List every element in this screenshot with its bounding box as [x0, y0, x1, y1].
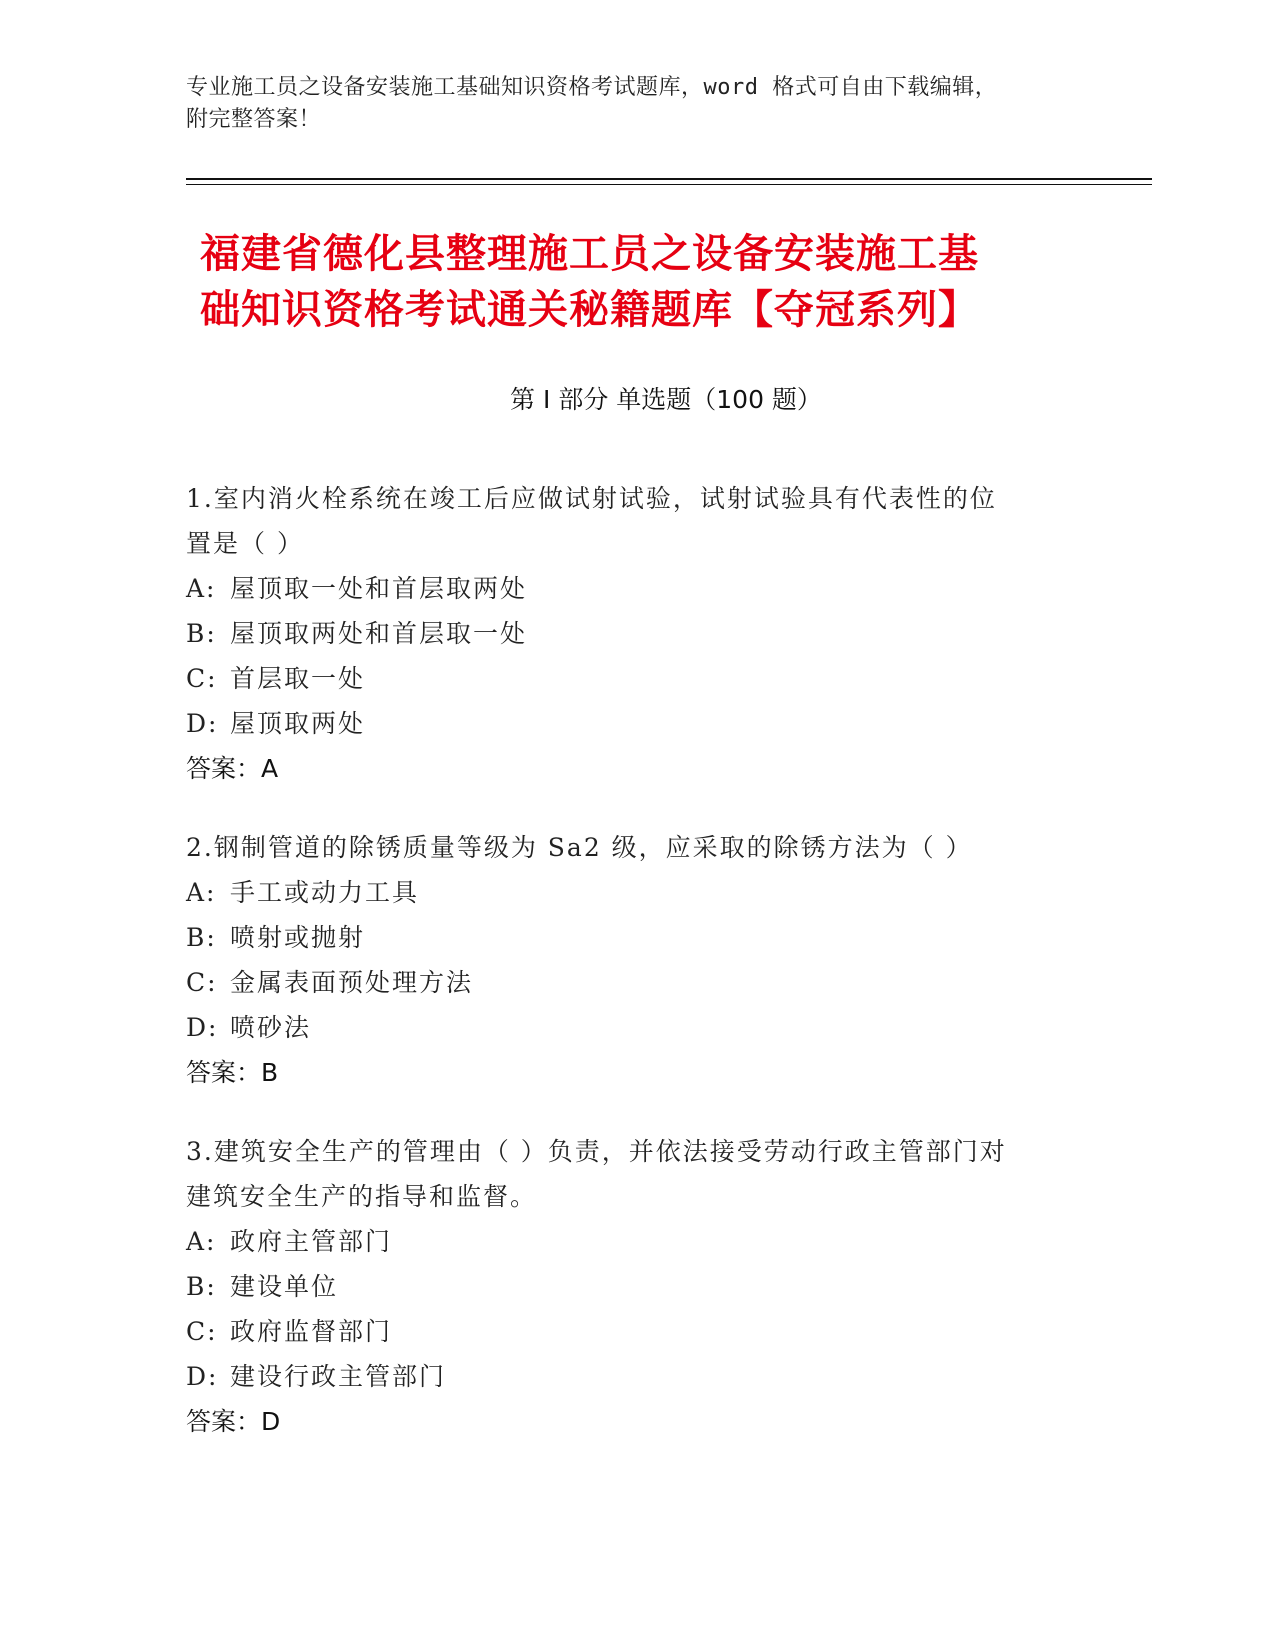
option-b: [186, 1264, 1086, 1309]
option-c: [186, 960, 1086, 1005]
answer-prefix: 答案：: [186, 1407, 262, 1436]
option-key: D:: [186, 709, 219, 738]
title-line-1: 福建省德化县整理施工员之设备安装施工基: [200, 231, 979, 277]
option-key: C:: [186, 968, 218, 997]
option-key: B:: [186, 619, 217, 648]
option-key: A:: [186, 878, 217, 907]
option-key: A:: [186, 1227, 217, 1256]
answer-value: D: [261, 1407, 281, 1436]
document-title: [200, 226, 1140, 338]
option-text: 金属表面预处理方法: [230, 968, 474, 997]
option-key: B:: [186, 923, 217, 952]
question-list: [186, 476, 1086, 1478]
intro-note: [186, 72, 1086, 136]
option-c: [186, 1309, 1086, 1354]
intro-line-1: 专业施工员之设备安装施工基础知识资格考试题库，word 格式可自由下载编辑，: [186, 75, 998, 100]
option-a: [186, 870, 1086, 915]
intro-line-2: 附完整答案！: [186, 107, 322, 132]
option-text: 屋顶取两处: [230, 709, 366, 738]
option-text: 首层取一处: [230, 664, 366, 693]
option-text: 喷射或抛射: [230, 923, 366, 952]
option-d: [186, 1005, 1086, 1050]
section-heading: 第 I 部分 单选题（100 题）: [510, 385, 822, 414]
option-b: [186, 611, 1086, 656]
option-d: [186, 701, 1086, 746]
option-b: [186, 915, 1086, 960]
question-text-line: 置是（ ）: [186, 529, 304, 558]
answer-line: [186, 1050, 1086, 1095]
option-text: 手工或动力工具: [230, 878, 420, 907]
question-2: [186, 825, 1086, 1095]
question-3: [186, 1129, 1086, 1444]
option-text: 屋顶取一处和首层取两处: [230, 574, 528, 603]
option-key: D:: [186, 1362, 219, 1391]
answer-line: [186, 746, 1086, 791]
option-a: [186, 1219, 1086, 1264]
title-line-2: 础知识资格考试通关秘籍题库【夺冠系列】: [200, 287, 979, 333]
option-text: 喷砂法: [230, 1013, 312, 1042]
question-text-line: 2.钢制管道的除锈质量等级为 Sa2 级，应采取的除锈方法为（ ）: [186, 833, 973, 862]
question-text-line: 1.室内消火栓系统在竣工后应做试射试验，试射试验具有代表性的位: [186, 484, 997, 513]
option-text: 政府主管部门: [230, 1227, 393, 1256]
option-text: 建设单位: [230, 1272, 339, 1301]
answer-prefix: 答案：: [186, 1058, 262, 1087]
option-text: 政府监督部门: [230, 1317, 393, 1346]
option-a: [186, 566, 1086, 611]
header-rule-thick: [186, 178, 1152, 180]
answer-line: [186, 1399, 1086, 1444]
answer-value: A: [261, 754, 279, 783]
option-key: C:: [186, 664, 218, 693]
answer-value: B: [261, 1058, 279, 1087]
option-key: C:: [186, 1317, 218, 1346]
option-key: B:: [186, 1272, 217, 1301]
option-key: D:: [186, 1013, 219, 1042]
option-key: A:: [186, 574, 217, 603]
option-c: [186, 656, 1086, 701]
question-text-line: 3.建筑安全生产的管理由（ ）负责，并依法接受劳动行政主管部门对: [186, 1137, 1007, 1166]
option-d: [186, 1354, 1086, 1399]
option-text: 建设行政主管部门: [230, 1362, 447, 1391]
question-text-line: 建筑安全生产的指导和监督。: [186, 1182, 538, 1211]
answer-prefix: 答案：: [186, 754, 262, 783]
option-text: 屋顶取两处和首层取一处: [230, 619, 528, 648]
question-1: [186, 476, 1086, 791]
header-rule-thin: [186, 184, 1152, 185]
